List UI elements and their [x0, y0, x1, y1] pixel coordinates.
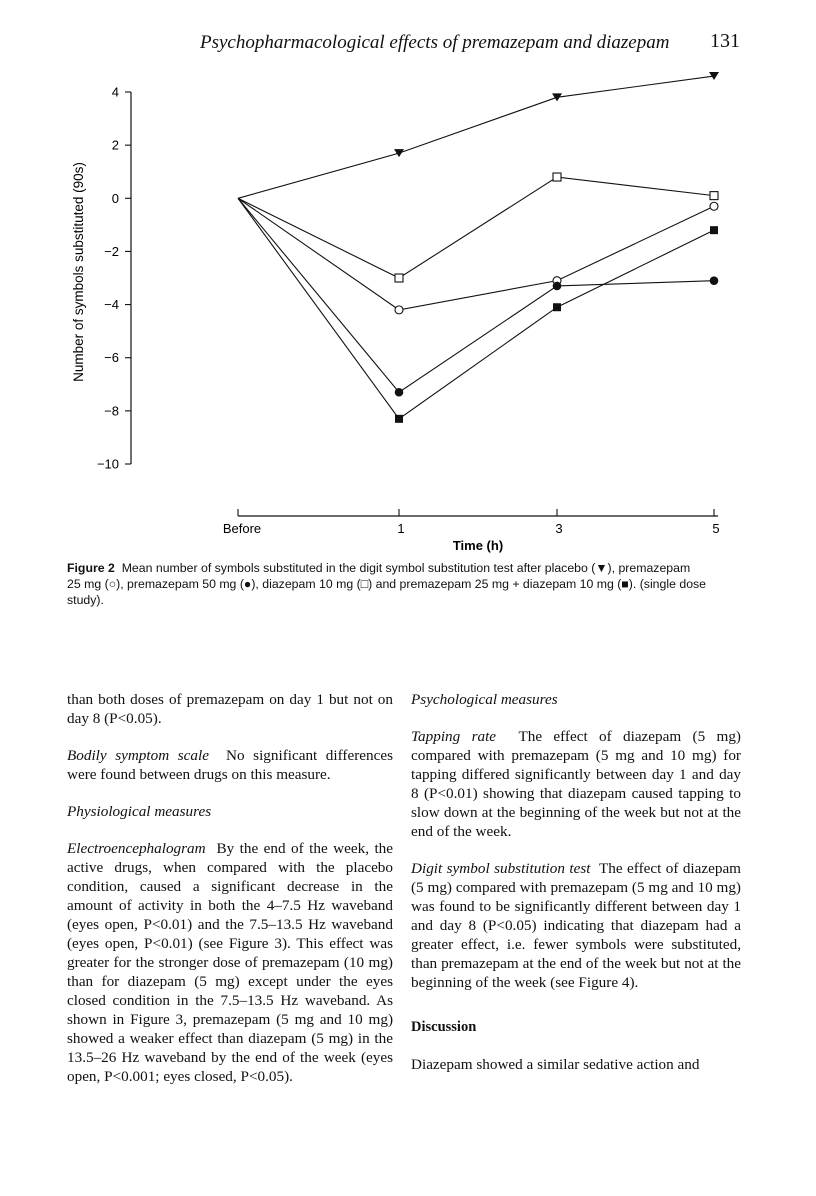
page-number: 131 [710, 30, 740, 52]
psychological-heading: Psychological measures [411, 691, 558, 708]
eeg-text: By the end of the week, the active drugs, when compared with the placebo condition, caused a significant decrease in the amount of activity in both the 4–7.5 Hz waveband (eyes open, P<0.01) and the 7.5–13.5 Hz waveband (eyes open, P<0.01) (see Figure 3). This effect was greater for the stronger dose of premazepam (10 mg) than for diazepam (5 mg) except under the eyes closed condition in the 7.5–13.5 Hz waveband. As shown in Figure 3, premazepam (5 mg and 10 mg) showed a weaker effect than diazepam (5 mg) in the 13.5–26 Hz waveband by the end of the week (eyes open, P<0.001; eyes closed, P<0.05). [67, 840, 393, 1085]
chart-axes [131, 92, 718, 516]
x-tick-label: 5 [712, 521, 720, 536]
marker-open-square [395, 274, 403, 282]
marker-filled-square [395, 415, 403, 423]
marker-filled-square [553, 303, 561, 311]
tapping-text: The effect of diazepam (5 mg) compared with premazepam (5 mg and 10 mg) for tapping differed significantly between day 1 and day 8 (P<0.01) showing that diazepam caused tapping to slow down at the beginning of the week but not at the end of the week. [411, 728, 741, 840]
series-line [238, 76, 714, 198]
bodily-text: No significant differences were found between drugs on this measure. [67, 747, 393, 783]
series-line [238, 198, 714, 419]
marker-open-square [553, 173, 561, 181]
discussion-heading: Discussion [411, 1019, 477, 1035]
paragraph-bodily [67, 746, 393, 784]
digit-heading: Digit symbol substitution test [411, 860, 591, 877]
paragraph-digit [411, 859, 741, 992]
y-tick-label: 2 [111, 137, 119, 153]
marker-open-circle [710, 202, 718, 210]
paragraph-tapping [411, 727, 741, 841]
paragraph-discussion: Diazepam showed a similar sedative action and [411, 1056, 700, 1073]
running-title: Psychopharmacological effects of premazepam and diazepam [200, 32, 670, 53]
series-line [238, 177, 714, 278]
figure-caption [67, 560, 707, 608]
digit-text: The effect of diazepam (5 mg) compared with premazepam (5 mg and 10 mg) was found to be significantly different between day 1 and day 8 (P<0.05) indicating that diazepam had a greater effect, i.e. fewer symbols were substituted, than premazepam at the end of the week but not at the beginning of the week (see Figure 4). [411, 860, 741, 991]
x-tick-label: 1 [397, 521, 405, 536]
y-tick-label: −6 [104, 350, 119, 366]
y-tick-label: −2 [104, 243, 119, 259]
y-ticks [97, 85, 131, 472]
marker-filled-square [710, 226, 718, 234]
x-tick-label: 3 [555, 521, 563, 536]
marker-triangle [394, 149, 404, 157]
marker-open-circle [395, 306, 403, 314]
x-tick-label: Before [222, 521, 262, 536]
y-tick-label: 4 [111, 84, 119, 100]
marker-filled-circle [395, 388, 404, 397]
chart-series [238, 72, 719, 423]
marker-filled-circle [710, 276, 719, 285]
left-column [67, 690, 393, 1104]
bodily-heading: Bodily symptom scale [67, 747, 209, 764]
y-tick-label: 0 [111, 190, 119, 206]
eeg-heading: Electroencephalogram [67, 840, 206, 857]
tapping-heading: Tapping rate [411, 728, 497, 745]
physiological-heading: Physiological measures [67, 803, 212, 820]
right-column [411, 690, 741, 1092]
caption-label: Figure 2 [67, 561, 115, 575]
paragraph-continued: than both doses of premazepam on day 1 but not on day 8 (P<0.05). [67, 691, 393, 727]
y-axis-label: Number of symbols substituted (90s) [71, 162, 86, 382]
y-tick-label: −4 [104, 297, 119, 313]
series-line [238, 198, 714, 310]
x-ticks [223, 509, 720, 536]
caption-text: Mean number of symbols substituted in the digit symbol substitution test after placebo (▼), premazepam 25 mg (○), premazepam 50 mg (●), diazepam 10 mg (□) and premazepam 25 mg + diazepam 10 mg (■). (single dose study). [67, 561, 707, 607]
marker-filled-circle [553, 282, 562, 291]
y-tick-label: −8 [104, 403, 119, 419]
figure-2-chart [0, 0, 816, 560]
x-axis-label: Time (h) [452, 538, 504, 553]
y-tick-label: −10 [96, 456, 119, 472]
marker-open-square [710, 192, 718, 200]
paragraph-eeg [67, 839, 393, 1086]
